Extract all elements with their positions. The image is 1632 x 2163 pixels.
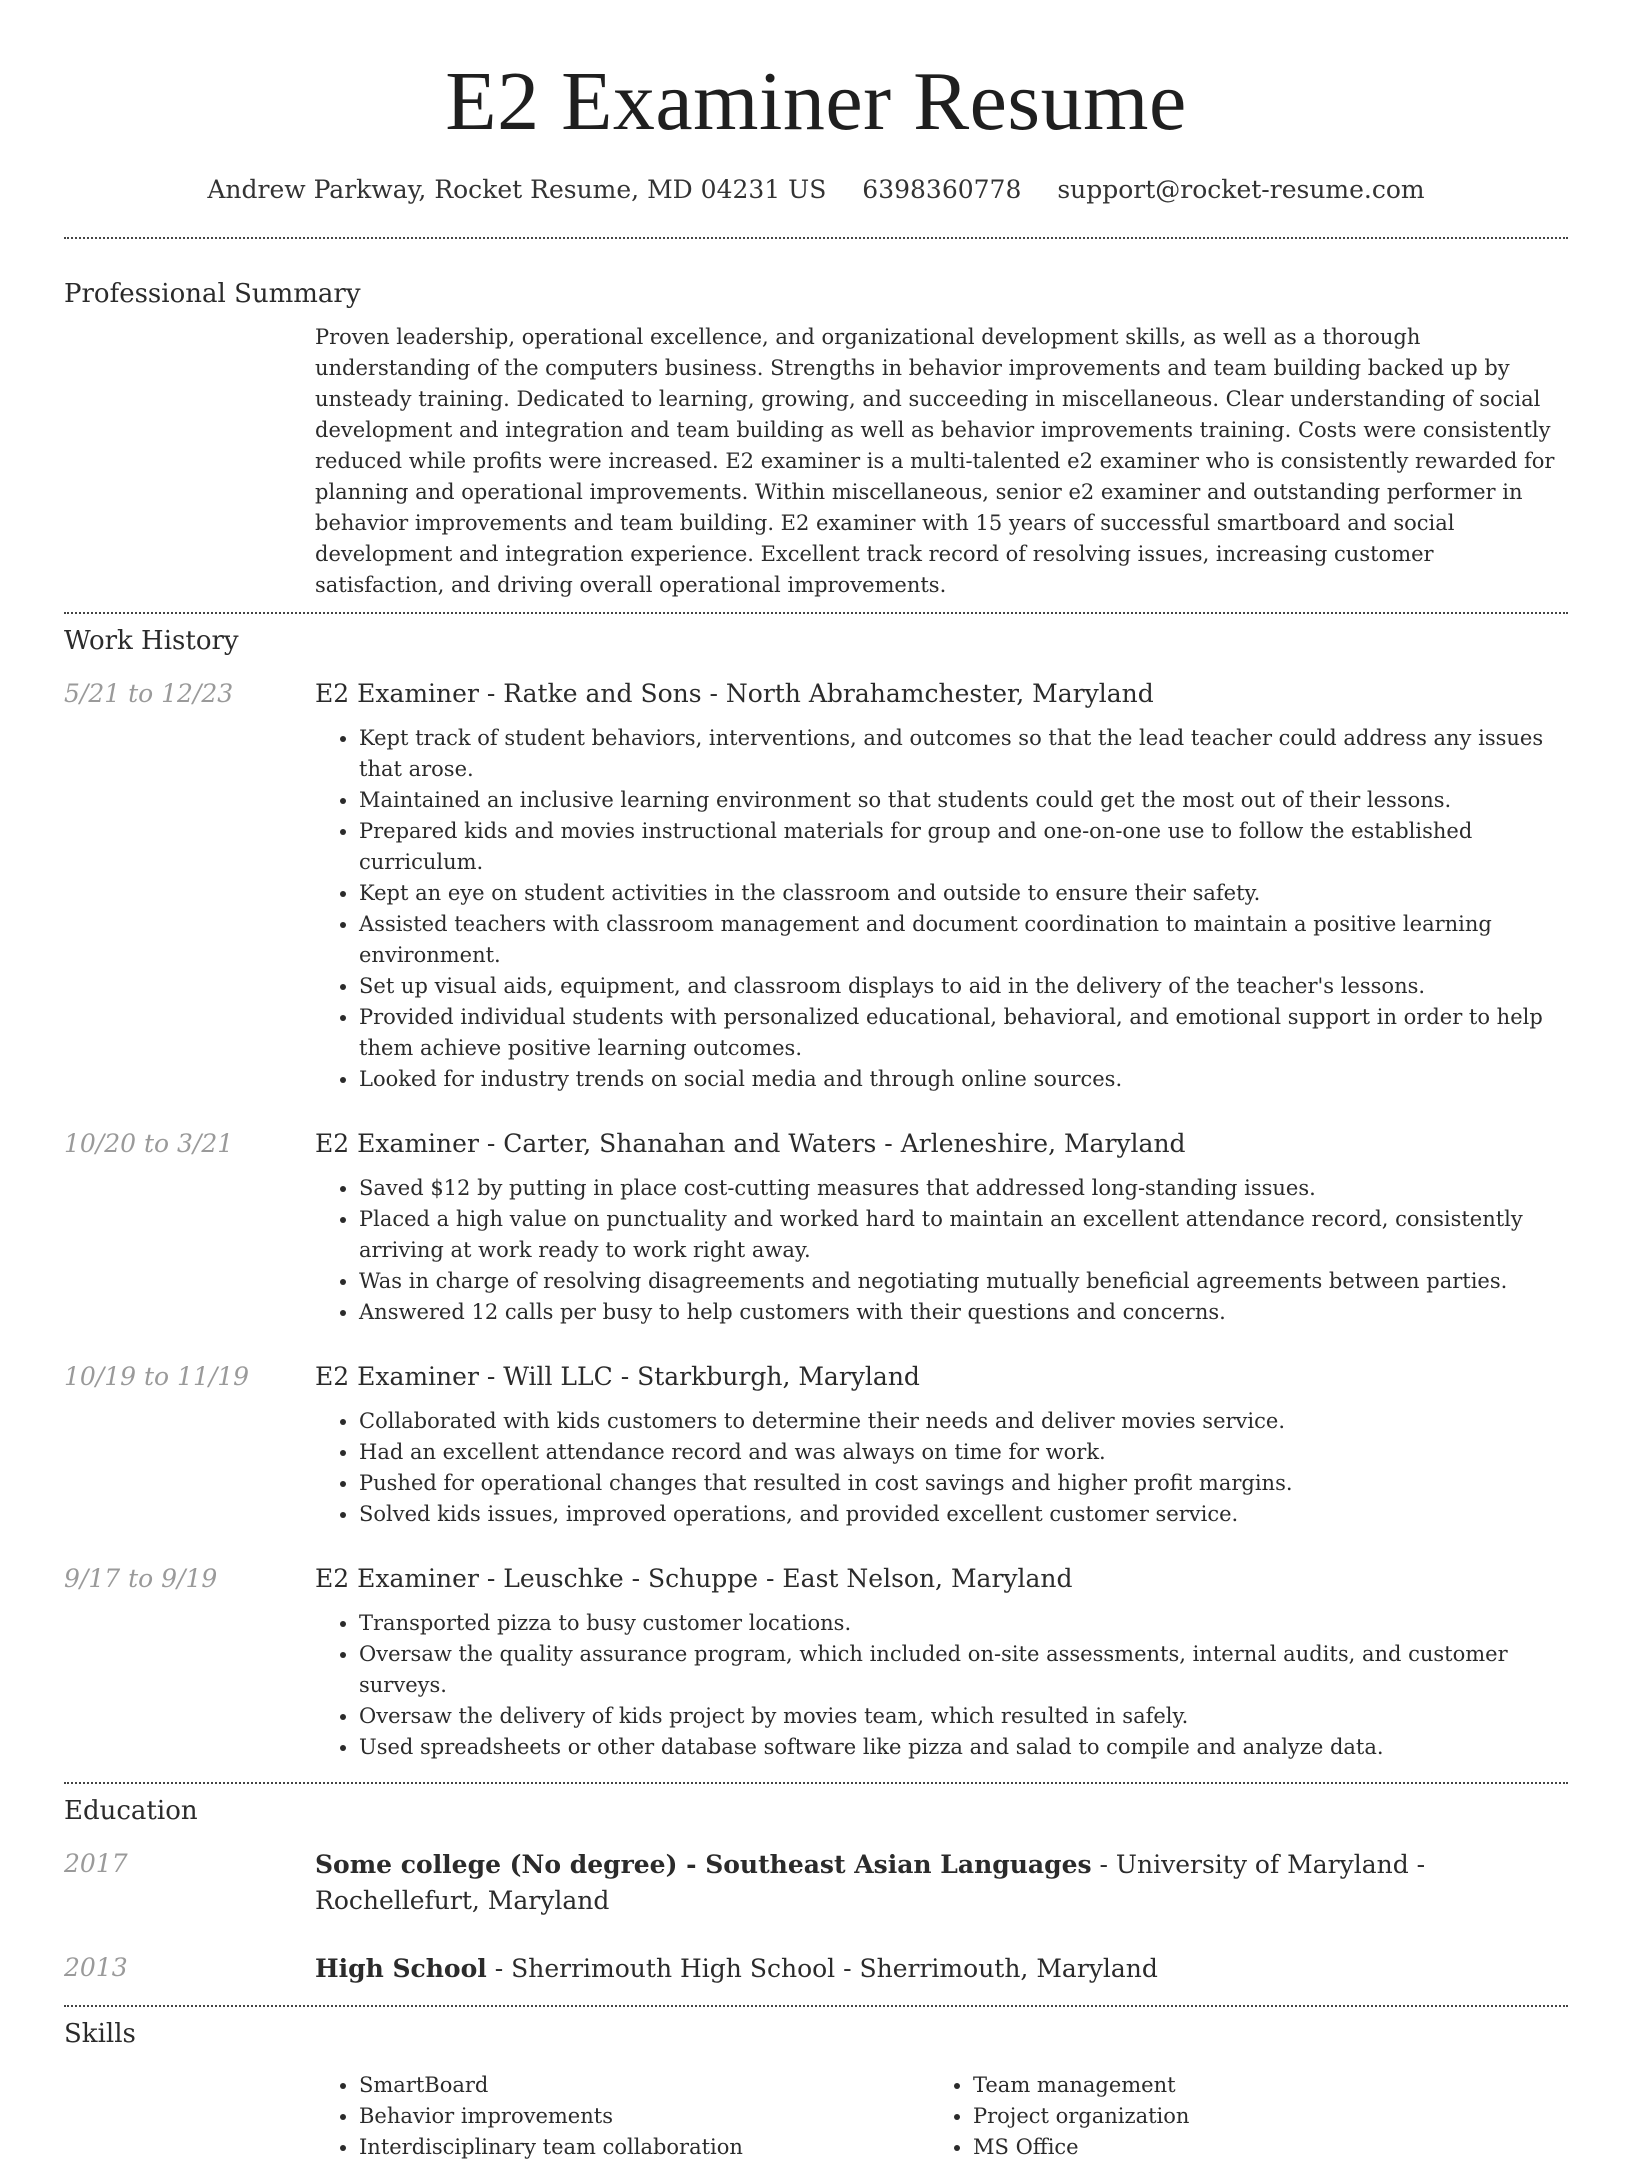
contact-line [64,174,1568,206]
divider [64,612,1568,614]
work-history-heading: Work History [64,626,239,656]
skill-item: • Team management [973,2070,1543,2101]
job-bullet: • Pushed for operational changes that resulted in cost savings and higher profit margins. [359,1468,1568,1499]
job-bullet: • Oversaw the delivery of kids project by movies team, which resulted in safely. [359,1701,1568,1732]
skill-item: • Interdisciplinary team collaboration [359,2132,929,2163]
job-bullet: • Collaborated with kids customers to determine their needs and deliver movies service. [359,1406,1568,1437]
skills-column-right [929,2070,1543,2163]
education-school: - University of Maryland - Rochellefurt, Maryland [315,1850,1426,1915]
skills-column-left [315,2070,929,2163]
skill-item: • Project organization [973,2101,1543,2132]
job-bullet: • Kept an eye on student activities in the classroom and outside to ensure their safety. [359,878,1568,909]
job-title: E2 Examiner - Leuschke - Schuppe - East Nelson, Maryland [315,1564,1073,1593]
resume-title: E2 Examiner Resume [445,55,1187,148]
job-bullet: • Had an excellent attendance record and was always on time for work. [359,1437,1568,1468]
job-entry [64,1562,1568,1763]
education-title [315,1847,1568,1919]
job-title: E2 Examiner - Will LLC - Starkburgh, Maryland [315,1362,920,1391]
job-title: E2 Examiner - Carter, Shanahan and Waters - Arleneshire, Maryland [315,1129,1186,1158]
divider [64,2005,1568,2007]
job-bullet: • Was in charge of resolving disagreements and negotiating mutually beneficial agreements between parties. [359,1266,1568,1297]
skills-heading: Skills [64,2019,136,2049]
job-bullet: • Answered 12 calls per busy to help customers with their questions and concerns. [359,1297,1568,1328]
job-bullet: • Saved $12 by putting in place cost-cutting measures that addressed long-standing issues. [359,1173,1568,1204]
skills-list [315,2070,1568,2163]
job-bullet: • Assisted teachers with classroom management and document coordination to maintain a positive learning environment. [359,909,1568,971]
job-dates: 9/17 to 9/19 [64,1564,218,1593]
education-entry [64,1847,1568,1919]
education-year: 2013 [64,1953,128,1982]
job-bullet: • Transported pizza to busy customer locations. [359,1608,1568,1639]
contact-address: Andrew Parkway, Rocket Resume, MD 04231 US [207,175,827,204]
contact-phone: 6398360778 [862,175,1022,204]
education-degree: High School [315,1954,487,1983]
job-bullets [315,1608,1568,1763]
skill-item: • MS Office [973,2132,1543,2163]
job-dates: 10/20 to 3/21 [64,1129,234,1158]
education-year: 2017 [64,1849,128,1878]
resume-page [64,0,1568,2163]
summary-text: Proven leadership, operational excellence, and organizational development skills, as well as a thorough understanding of the computers business. Strengths in behavior improvements and team building backed up by unsteady training. Dedicated to learning, growing, and succeeding in miscellaneous. Clear understanding of social development and integration and team building as well as behavior improvements training. Costs were consistently reduced while profits were increased. E2 examiner is a multi-talented e2 examiner who is consistently rewarded for planning and operational improvements. Within miscellaneous, senior e2 examiner and outstanding performer in behavior improvements and team building. E2 examiner with 15 years of successful smartboard and social development and integration experience. Excellent track record of resolving issues, increasing customer satisfaction, and driving overall operational improvements. [315,325,1555,597]
job-bullet: • Placed a high value on punctuality and worked hard to maintain an excellent attendance record, consistently arriving at work ready to work right away. [359,1204,1568,1266]
job-bullet: • Used spreadsheets or other database software like pizza and salad to compile and analyze data. [359,1732,1568,1763]
divider [64,237,1568,239]
job-bullet: • Prepared kids and movies instructional materials for group and one-on-one use to follow the established curriculum. [359,816,1568,878]
divider [64,1782,1568,1784]
job-entry [64,1360,1568,1530]
education-heading: Education [64,1796,198,1826]
job-title: E2 Examiner - Ratke and Sons - North Abrahamchester, Maryland [315,679,1154,708]
skill-item: • Behavior improvements [359,2101,929,2132]
education-school: - Sherrimouth High School - Sherrimouth, Maryland [486,1954,1158,1983]
job-dates: 5/21 to 12/23 [64,679,234,708]
job-dates: 10/19 to 11/19 [64,1362,250,1391]
job-entry [64,677,1568,1095]
job-entry [64,1127,1568,1328]
job-bullet: • Kept track of student behaviors, interventions, and outcomes so that the lead teacher could address any issues that arose. [359,723,1568,785]
job-bullets [315,723,1568,1095]
education-title [315,1951,1568,1987]
job-bullets [315,1173,1568,1328]
job-bullets [315,1406,1568,1530]
job-bullet: • Maintained an inclusive learning environment so that students could get the most out of their lessons. [359,785,1568,816]
education-degree: Some college (No degree) - Southeast Asian Languages [315,1850,1092,1879]
job-bullet: • Oversaw the quality assurance program, which included on-site assessments, internal audits, and customer surveys. [359,1639,1568,1701]
job-bullet: • Provided individual students with personalized educational, behavioral, and emotional support in order to help them achieve positive learning outcomes. [359,1002,1568,1064]
summary-heading: Professional Summary [64,279,361,309]
job-bullet: • Looked for industry trends on social media and through online sources. [359,1064,1568,1095]
skill-item: • SmartBoard [359,2070,929,2101]
job-bullet: • Set up visual aids, equipment, and classroom displays to aid in the delivery of the teacher's lessons. [359,971,1568,1002]
job-bullet: • Solved kids issues, improved operations, and provided excellent customer service. [359,1499,1568,1530]
contact-email: support@rocket-resume.com [1057,175,1425,204]
education-entry [64,1951,1568,1987]
